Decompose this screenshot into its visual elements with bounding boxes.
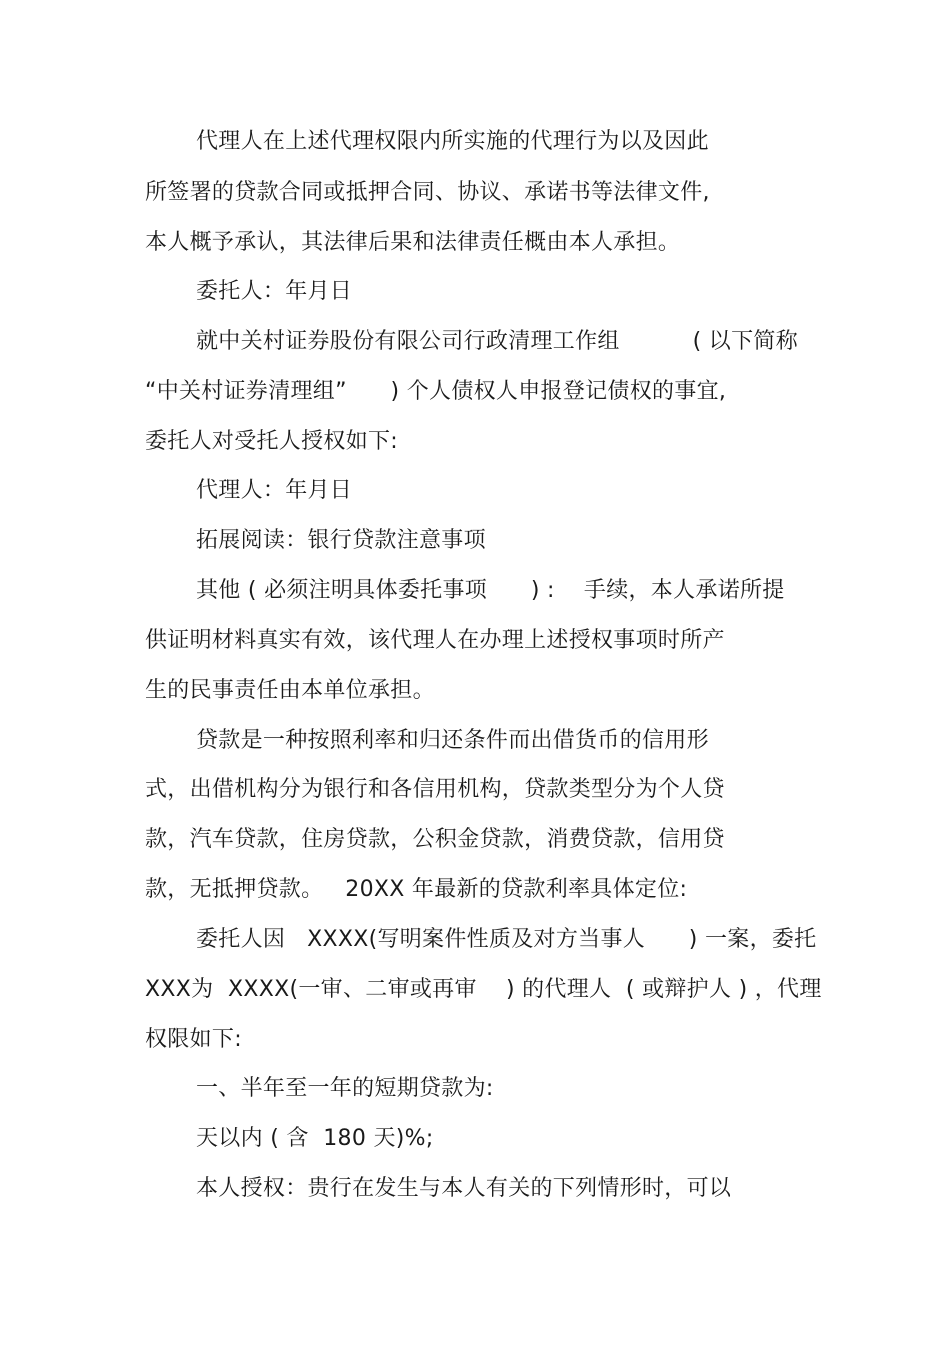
paragraph-line: 代理人在上述代理权限内所实施的代理行为以及因此	[196, 129, 709, 154]
paragraph-line: 一、半年至一年的短期贷款为:	[196, 1076, 494, 1101]
paragraph-line: 贷款是一种按照利率和归还条件而出借货币的信用形	[196, 728, 709, 753]
paragraph-line: 委托人对受托人授权如下:	[145, 429, 399, 454]
paragraph-line: 权限如下:	[145, 1027, 242, 1052]
paragraph-line: 委托人：年月日	[196, 279, 353, 304]
paragraph-line: 天以内 ( 含 180 天)%;	[196, 1126, 434, 1151]
paragraph-line: 所签署的贷款合同或抵押合同、协议、承诺书等法律文件,	[145, 180, 710, 205]
paragraph-line: 代理人：年月日	[196, 478, 353, 503]
paragraph-line: 款，无抵押贷款。 20XX 年最新的贷款利率具体定位:	[145, 877, 688, 902]
paragraph-line: “中关村证券清理组” ) 个人债权人申报登记债权的事宜,	[145, 379, 727, 404]
paragraph-line: 本人概予承认，其法律后果和法律责任概由本人承担。	[145, 230, 681, 255]
paragraph-line: 供证明材料真实有效，该代理人在办理上述授权事项时所产	[145, 628, 725, 653]
paragraph-line: 本人授权：贵行在发生与本人有关的下列情形时，可以	[196, 1176, 732, 1201]
paragraph-line: 款，汽车贷款，住房贷款，公积金贷款，消费贷款，信用贷	[145, 827, 725, 852]
paragraph-line: XXX为 XXXX(一审、二审或再审 ) 的代理人 ( 或辩护人 ) ，代理	[145, 977, 822, 1002]
paragraph-line: 其他 ( 必须注明具体委托事项 ) : 手续，本人承诺所提	[196, 578, 785, 603]
paragraph-line: 拓展阅读：银行贷款注意事项	[196, 528, 486, 553]
paragraph-line: 就中关村证券股份有限公司行政清理工作组 ( 以下简称	[196, 329, 799, 354]
paragraph-line: 委托人因 XXXX(写明案件性质及对方当事人 ) 一案，委托	[196, 927, 817, 952]
paragraph-line: 式，出借机构分为银行和各信用机构，贷款类型分为个人贷	[145, 777, 725, 802]
paragraph-line: 生的民事责任由本单位承担。	[145, 678, 435, 703]
